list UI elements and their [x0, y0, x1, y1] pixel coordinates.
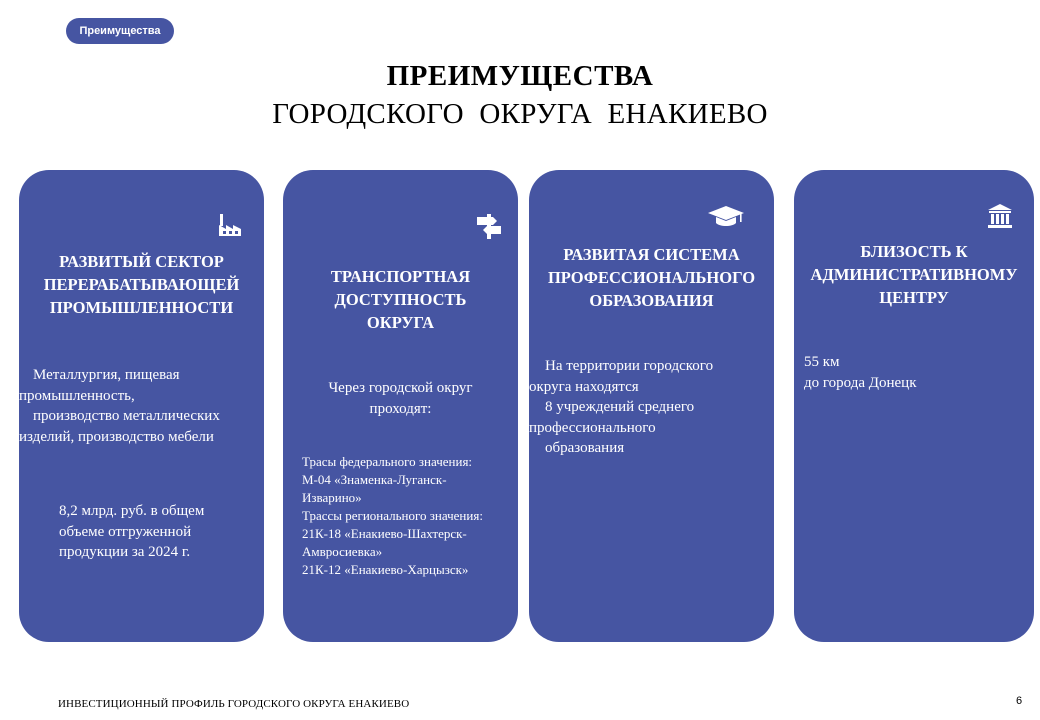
factory-icon [216, 210, 244, 238]
footer-text: ИНВЕСТИЦИОННЫЙ ПРОФИЛЬ ГОРОДСКОГО ОКРУГА ЕНАКИЕВО [58, 698, 410, 710]
card-description: 55 км до города Донецк [804, 354, 917, 391]
card-proximity [794, 170, 1034, 642]
page-number: 6 [1016, 695, 1023, 707]
card-education [529, 170, 774, 642]
card-heading: РАЗВИТЫЙ СЕКТОР ПЕРЕРАБАТЫВАЮЩЕЙ ПРОМЫШЛЕННОСТИ [43, 252, 240, 317]
signpost-icon [475, 212, 503, 240]
graduation-cap-icon [707, 200, 745, 228]
card-heading: БЛИЗОСТЬ К АДМИНИСТРАТИВНОМУ ЦЕНТРУ [810, 242, 1018, 307]
card-heading: ТРАНСПОРТНАЯ ДОСТУПНОСТЬ ОКРУГА [330, 267, 471, 332]
section-badge: Преимущества [66, 18, 174, 44]
card-description: Через городской округ проходят: [328, 380, 473, 417]
card-description: Металлургия, пищевая промышленность, производство металлических изделий, производство мебели [19, 367, 220, 445]
page-subtitle: ГОРОДСКОГО ОКРУГА ЕНАКИЕВО [272, 98, 768, 130]
card-stat: 8,2 млрд. руб. в общем объеме отгруженной продукции за 2024 г. [59, 503, 205, 560]
card-industry [19, 170, 264, 642]
card-heading: РАЗВИТАЯ СИСТЕМА ПРОФЕССИОНАЛЬНОГО ОБРАЗОВАНИЯ [547, 245, 756, 310]
page-title: ПРЕИМУЩЕСТВА [386, 60, 654, 92]
government-building-icon [986, 202, 1014, 230]
card-routes: Трасы федерального значения: М-04 «Знаменка-Луганск- Изварино» Трассы регионального значения: 21К-18 «Енакиево-Шахтерск- Амвросиевка» 21К-12 «Енакиево-Харцызск» [302, 454, 483, 577]
card-transport [283, 170, 518, 642]
card-description: На территории городского округа находятся 8 учреждений среднего профессионального образования [529, 358, 714, 456]
